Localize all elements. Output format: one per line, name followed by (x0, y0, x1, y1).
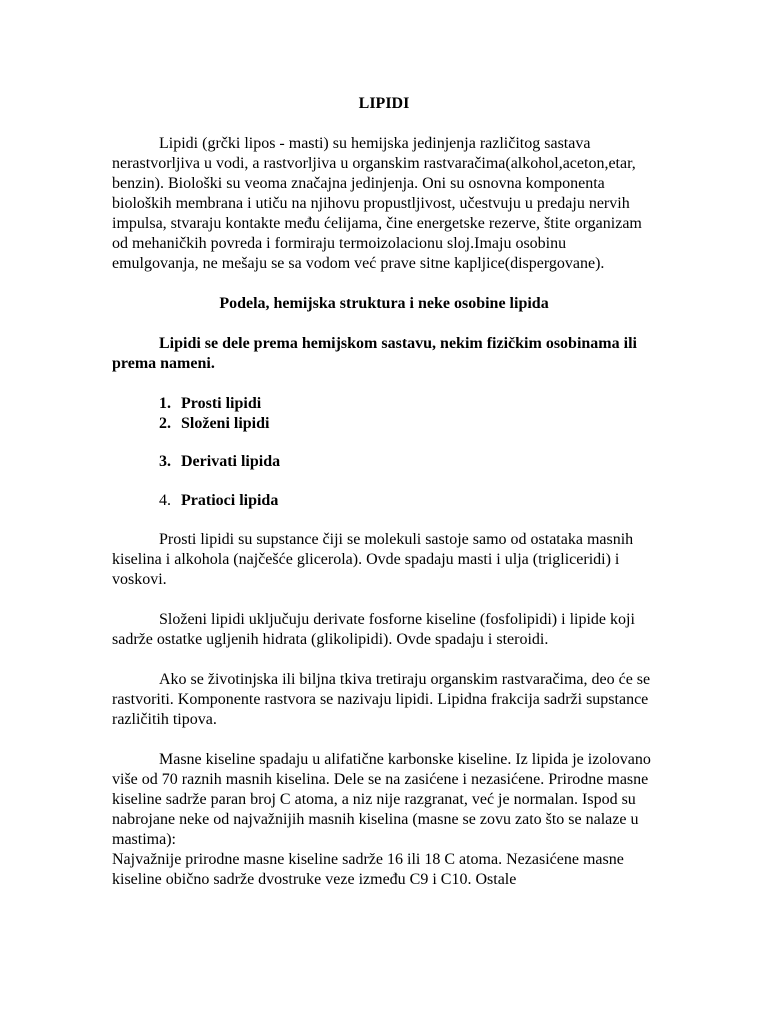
list-item-number: 2. (159, 415, 171, 432)
list-item-label: Pratioci lipida (181, 492, 279, 509)
lipid-list-group-3 (112, 491, 656, 511)
important-acids-paragraph: Najvažnije prirodne masne kiseline sadrže 16 ili 18 C atoma. Nezasićene masne kiseline obično sadrže dvostruke veze između C9 i C10. Ostale (112, 851, 624, 888)
division-paragraph: Lipidi se dele prema hemijskom sastavu, nekim fizičkim osobinama ili prema nameni. (112, 335, 637, 372)
document-page (112, 94, 656, 890)
list-item (112, 394, 656, 414)
simple-lipids-paragraph: Prosti lipidi su supstance čiji se molekuli sastoje samo od ostataka masnih kiselina i alkohola (najčešće glicerola). Ovde spadaju masti i ulja (trigliceridi) i voskovi. (112, 531, 634, 588)
complex-lipids-paragraph: Složeni lipidi uključuju derivate fosforne kiseline (fosfolipidi) i lipide koji sadrže ostatke ugljenih hidrata (glikolipidi). Ovde spadaju i steroidi. (112, 611, 635, 648)
list-item-label: Derivati lipida (181, 453, 281, 470)
list-item (112, 414, 656, 434)
section-heading: Podela, hemijska struktura i neke osobine lipida (219, 295, 549, 312)
list-item-label: Složeni lipidi (181, 415, 270, 432)
tissue-paragraph: Ako se životinjska ili biljna tkiva tretiraju organskim rastvaračima, deo će se rastvoriti. Komponente rastvora se nazivaju lipidi. Lipidna frakcija sadrži supstance različitih tipova. (112, 671, 651, 728)
list-item-label: Prosti lipidi (181, 395, 262, 412)
list-item-number: 3. (159, 453, 171, 470)
list-item-number: 4. (159, 492, 171, 509)
document-title: LIPIDI (358, 95, 410, 112)
list-item (112, 491, 656, 511)
list-item (112, 452, 656, 472)
lipid-list-group-2 (112, 452, 656, 472)
fatty-acids-paragraph: Masne kiseline spadaju u alifatične karbonske kiseline. Iz lipida je izolovano više od 70 raznih masnih kiselina. Dele se na zasićene i nezasićene. Prirodne masne kiseline sadrže paran broj C atoma, a niz nije razgranat, već je normalan. Ispod su nabrojane neke od najvažnijih masnih kiselina (masne se zovu zato što se nalaze u mastima): (112, 751, 651, 848)
intro-paragraph: Lipidi (grčki lipos - masti) su hemijska jedinjenja različitog sastava nerastvorljiva u vodi, a rastvorljiva u organskim rastvaračima(alkohol,aceton,etar, benzin). Biološki su veoma značajna jedinjenja. Oni su osnovna komponenta bioloških membrana i utiču na njihovu propustljivost, učestvuju u predaju nervih impulsa, stvaraju kontakte među ćelijama, čine energetske rezerve, štite organizam od mehaničkih povreda i formiraju termoizolacionu sloj.Imaju osobinu emulgovanja, ne mešaju se sa vodom već prave sitne kapljice(dispergovane). (112, 135, 642, 272)
lipid-list-group-1 (112, 394, 656, 434)
list-item-number: 1. (159, 395, 171, 412)
